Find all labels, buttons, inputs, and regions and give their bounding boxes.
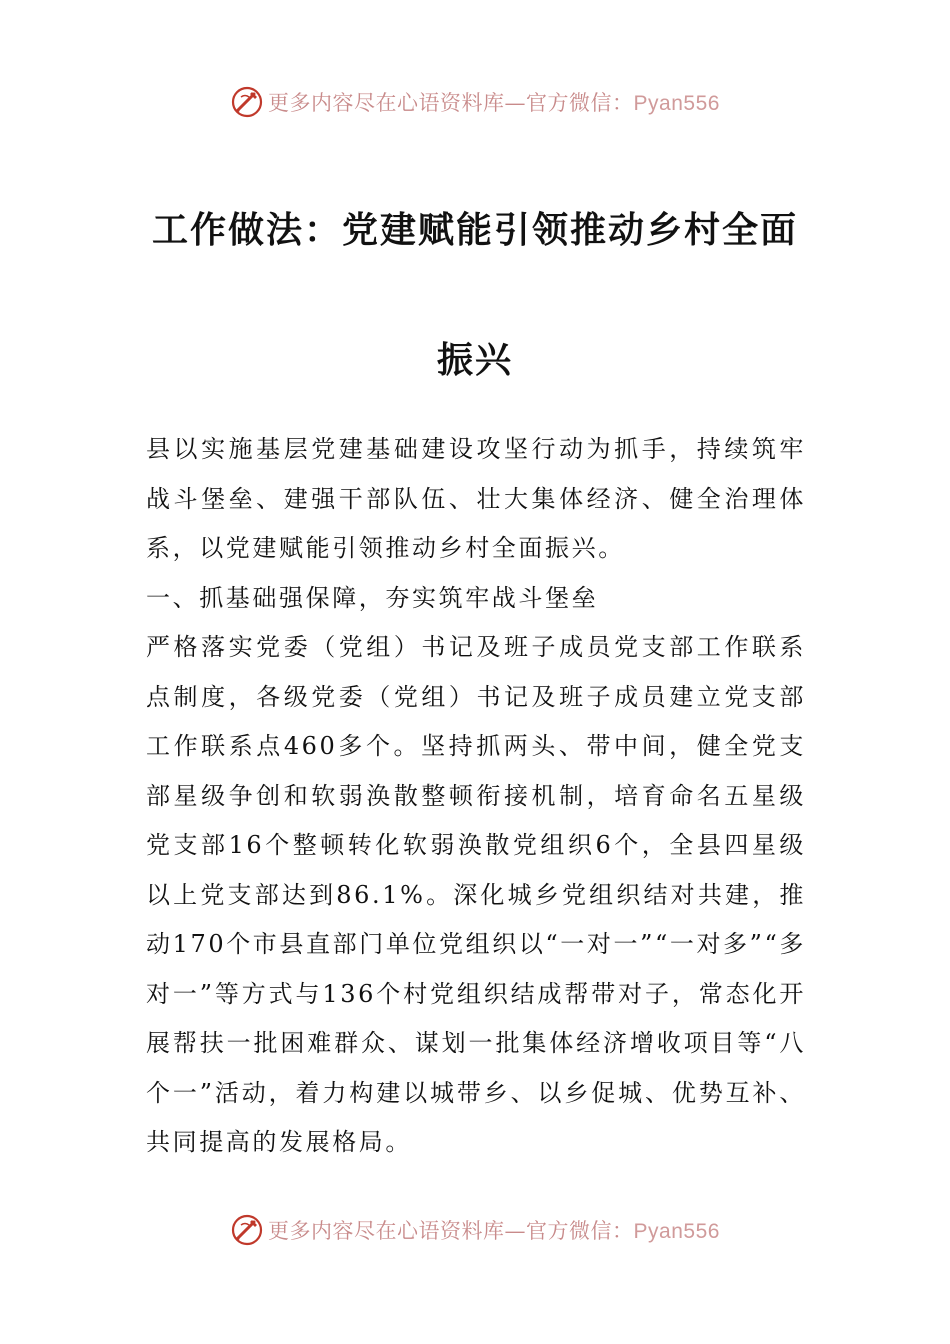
document-title: 工作做法：党建赋能引领推动乡村全面振兴: [151, 209, 798, 381]
header-watermark: [0, 82, 950, 122]
document-body: [146, 425, 806, 1168]
watermark-text: 更多内容尽在心语资料库—官方微信：Pyan556: [268, 1219, 720, 1243]
footer-watermark: [0, 1210, 950, 1250]
wechat-id: Pyan556: [633, 1220, 720, 1243]
intro-paragraph: 县以实施基层党建基础建设攻坚行动为抓手，持续筑牢战斗堡垒、建强干部队伍、壮大集体经济、健全治理体系，以党建赋能引领推动乡村全面振兴。: [146, 435, 806, 562]
body-paragraph: 严格落实党委（党组）书记及班子成员党支部工作联系点制度，各级党委（党组）书记及班子成员建立党支部工作联系点460多个。坚持抓两头、带中间，健全党支部星级争创和软弱涣散整顿衔接机制，培育命名五星级党支部16个整顿转化软弱涣散党组织6个，全县四星级以上党支部达到86.1%。深化城乡党组织结对共建，推动170个市县直部门单位党组织以“一对一”“一对多”“多对一”等方式与136个村党组织结成帮带对子，常态化开展帮扶一批困难群众、谋划一批集体经济增收项目等“八个一”活动，着力构建以城带乡、以乡促城、优势互补、共同提高的发展格局。: [146, 633, 806, 1156]
watermark-text: 更多内容尽在心语资料库—官方微信：Pyan556: [268, 91, 720, 115]
section-heading: 一、抓基础强保障，夯实筑牢战斗堡垒: [146, 583, 599, 612]
pen-logo-icon: [230, 85, 264, 119]
wechat-id: Pyan556: [633, 92, 720, 115]
pen-logo-icon: [230, 1213, 264, 1247]
